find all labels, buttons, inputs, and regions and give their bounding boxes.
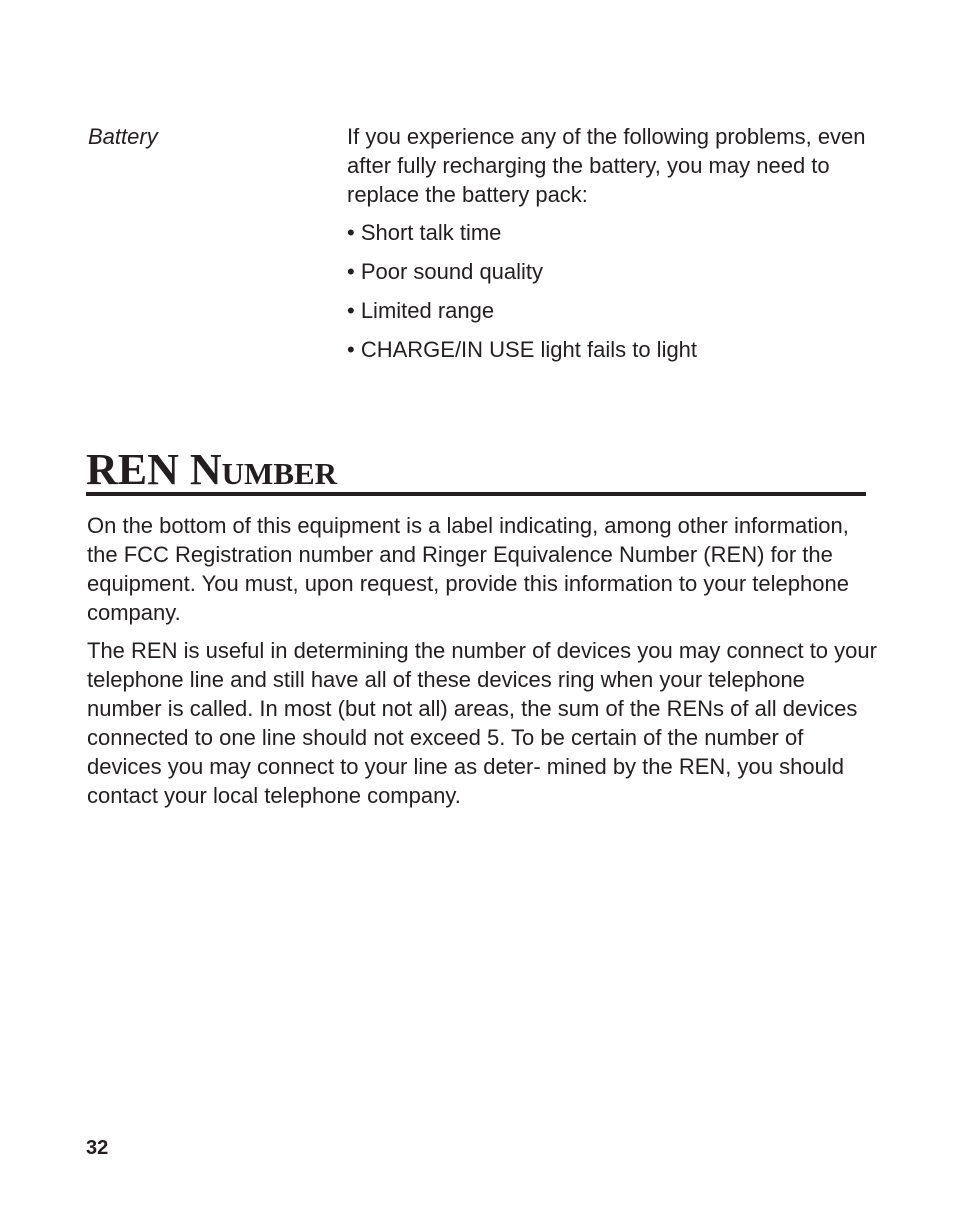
battery-problem-list xyxy=(347,218,877,364)
battery-intro-text: If you experience any of the following problems, even after fully recharging the battery, you may need to replace the battery pack: xyxy=(347,124,866,207)
list-item: • Short talk time xyxy=(347,220,502,245)
list-item: • Limited range xyxy=(347,298,495,323)
page-number: 32 xyxy=(86,1137,109,1159)
list-item: • CHARGE/IN USE light fails to light xyxy=(347,337,698,362)
section-heading-ren-number: REN Number xyxy=(86,448,866,496)
battery-troubleshooting xyxy=(347,122,877,374)
list-item: • Poor sound quality xyxy=(347,259,544,284)
paragraph: The REN is useful in determining the number of devices you may connect to your telephone line and still have all of these devices ring when your telephone number is called. In most (but not all) areas, the sum of the RENs of all devices connected to one line should not exceed 5. To be certain of the number of devices you may connect to your line as deter- mined by the REN, you should contact your local telephone company. xyxy=(87,638,877,808)
battery-label: Battery xyxy=(88,124,158,149)
paragraph: On the bottom of this equipment is a label indicating, among other information, the FCC Registration number and Ringer Equivalence Number (REN) for the equipment. You must, upon request, provide this information to your telephone company. xyxy=(87,513,849,625)
ren-section-body xyxy=(87,511,877,819)
